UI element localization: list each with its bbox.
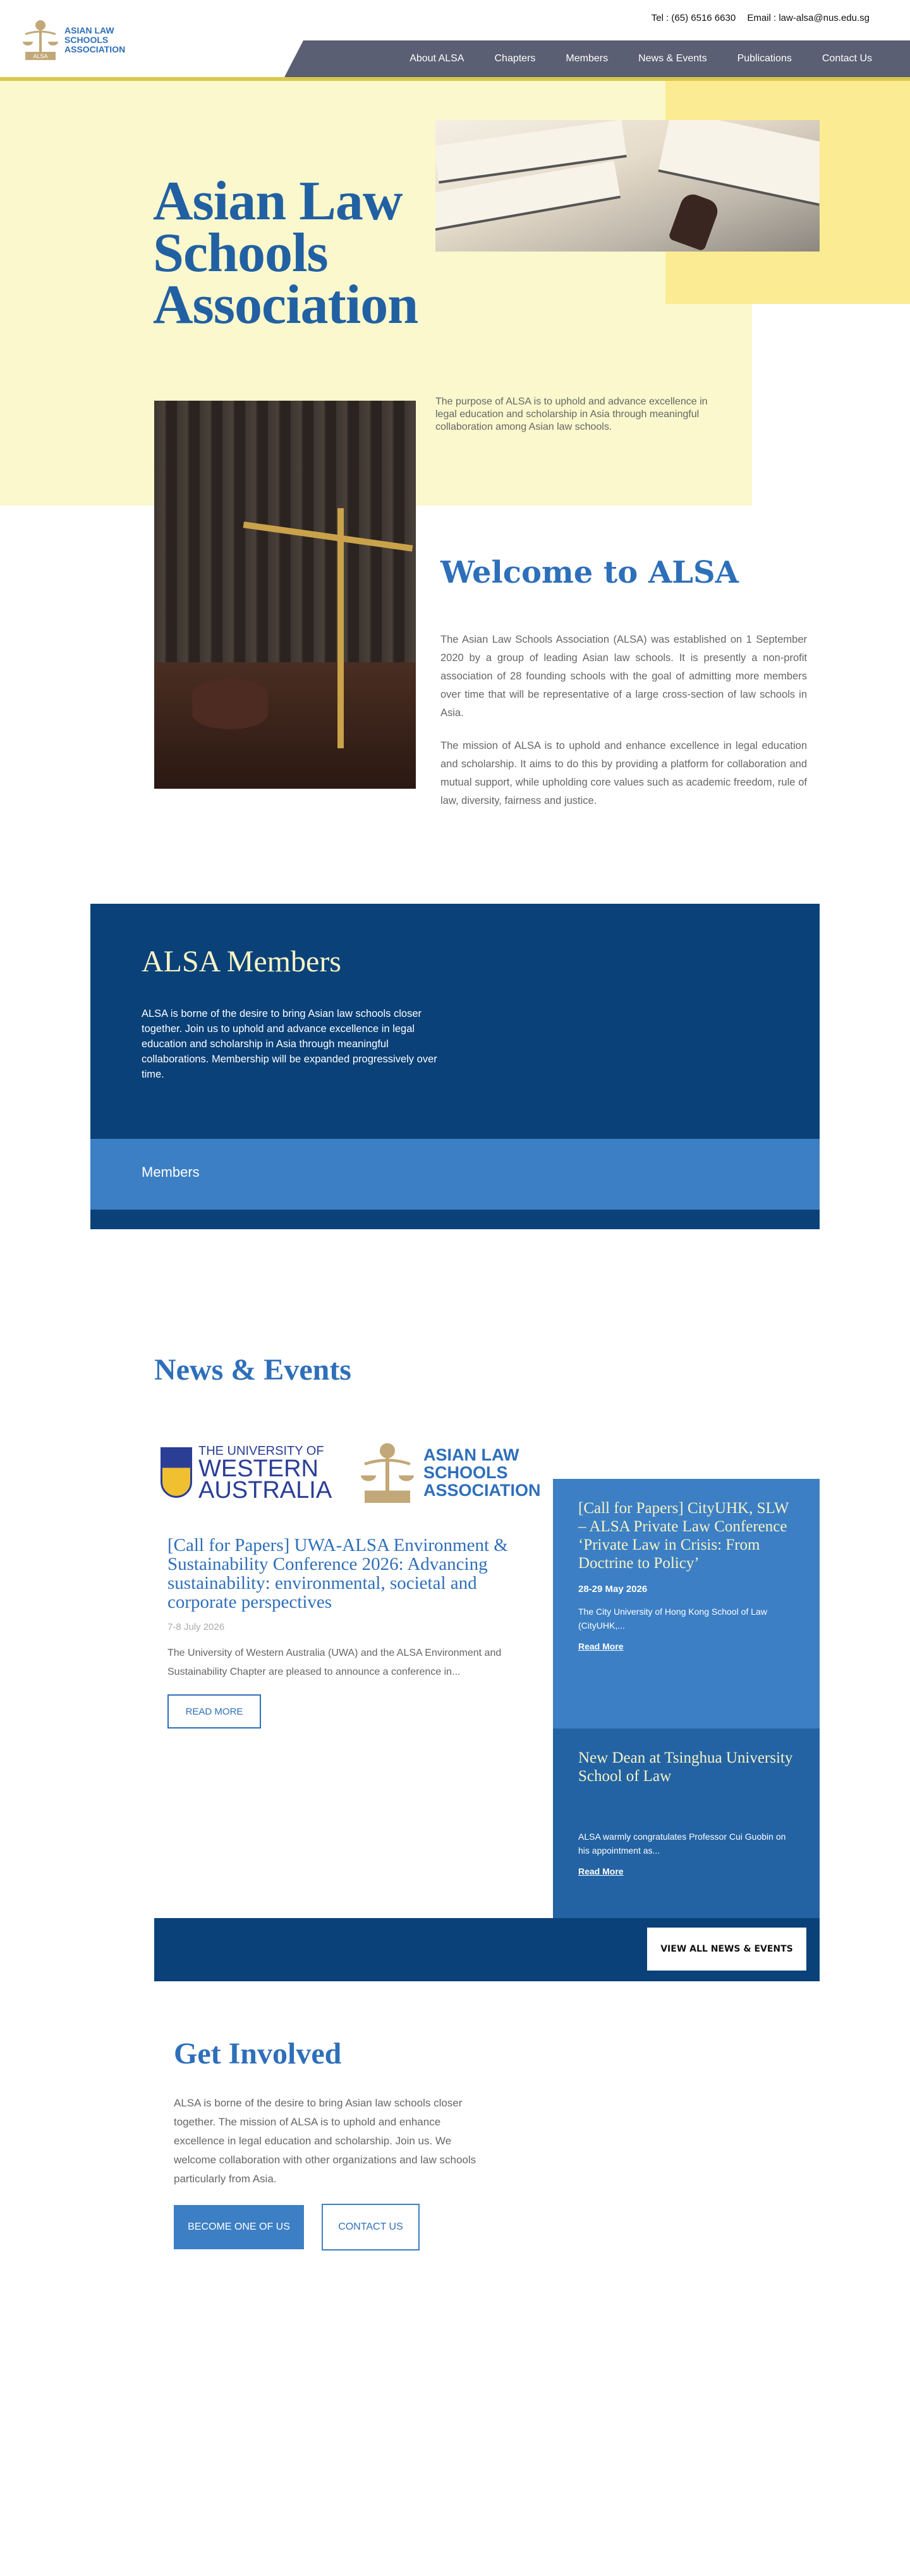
nav-chapters[interactable]: Chapters (494, 53, 536, 64)
email[interactable]: Email : law-alsa@nus.edu.sg (747, 13, 870, 23)
get-involved-heading: Get Involved (174, 2037, 342, 2070)
news-card-date: 28-29 May 2026 (578, 1584, 648, 1595)
news-card-excerpt: ALSA warmly congratulates Professor Cui Guobin on his appointment as... (578, 1832, 786, 1856)
site-logo[interactable] (21, 18, 148, 62)
members-heading: ALSA Members (142, 945, 341, 978)
about-text (440, 631, 807, 825)
news-card-title[interactable]: [Call for Papers] CityUHK, SLW – ALSA Private Law Conference ‘Private Law in Crisis: From Doctrine to Policy’ (578, 1500, 789, 1572)
uwa-logo: THE UNIVERSITY OF WESTERN AUSTRALIA (161, 1444, 332, 1501)
members-link-band[interactable] (90, 1139, 820, 1210)
featured-news-date: 7-8 July 2026 (167, 1622, 225, 1632)
news-heading: News & Events (154, 1353, 351, 1387)
about-paragraph: The Asian Law Schools Association (ALSA) was established on 1 September 2020 by a group of leading Asian law schools. It is presently a non-profit association of 28 founding schools with the goal of admitting more members over time that will be representative of a large cross-section of law schools in Asia. (440, 634, 807, 719)
members-section (90, 904, 820, 1229)
get-involved-text: ALSA is borne of the desire to bring Asian law schools closer together. The mission of ALSA is to uphold and enhance excellence in legal education and scholarship. Join us. We welcome collaboration with other organizations and law schools particularly from Asia. (174, 2097, 476, 2185)
become-member-button[interactable]: BECOME ONE OF US (174, 2205, 304, 2249)
members-text: ALSA is borne of the desire to bring Asian law schools closer together. Join us to uphold and advance excellence in legal education and scholarship in Asia through meaningful collaborations. Membership will be expanded progressively over time. (142, 1008, 437, 1080)
nav-about[interactable]: About ALSA (410, 53, 464, 64)
featured-news-excerpt: The University of Western Australia (UWA) and the ALSA Environment and Sustainability Chapter are pleased to announce a conference in... (167, 1648, 502, 1677)
contact-us-button[interactable]: CONTACT US (322, 2204, 420, 2251)
logo-text: ASIAN LAW SCHOOLS ASSOCIATION (64, 25, 126, 54)
news-card-title[interactable]: New Dean at Tsinghua University School of Law (578, 1749, 793, 1785)
welcome-heading: Welcome to ALSA (440, 555, 739, 590)
news-card (553, 1728, 820, 1918)
purpose-text: The purpose of ALSA is to uphold and advance excellence in legal education and scholarship in Asia through meaningful collaboration among Asian law schools. (435, 396, 708, 432)
view-all-news-button[interactable]: VIEW ALL NEWS & EVENTS (647, 1928, 806, 1971)
hero-title: Asian Law Schools Association (153, 171, 418, 336)
main-nav (410, 40, 872, 77)
alsa-logo-news: ASIAN LAW SCHOOLS ASSOCIATION (359, 1441, 541, 1504)
members-link[interactable]: Members (142, 1164, 200, 1180)
read-more-button[interactable]: READ MORE (167, 1694, 261, 1728)
news-card-read-more[interactable]: Read More (578, 1866, 624, 1876)
news-card-excerpt: The City University of Hong Kong School of Law (CityUHK,... (578, 1607, 767, 1631)
featured-news-title[interactable]: [Call for Papers] UWA-ALSA Environment & Sustainability Conference 2026: Advancing sustainability: environmental, societal and corporate perspectives (167, 1535, 508, 1612)
phone: Tel : (65) 6516 6630 (651, 13, 736, 23)
scales-logo-icon (21, 19, 59, 61)
featured-news (167, 1536, 540, 1728)
scales-logo-icon (359, 1441, 416, 1504)
news-card (553, 1479, 820, 1728)
contact-info (643, 13, 870, 23)
books-gavel-image (435, 120, 820, 252)
uwa-shield-icon (161, 1447, 192, 1498)
nav-news-events[interactable]: News & Events (638, 53, 707, 64)
scales-of-justice-image (154, 401, 416, 789)
get-involved-section (174, 2036, 502, 2251)
get-involved-buttons (174, 2204, 420, 2251)
nav-members[interactable]: Members (566, 53, 609, 64)
nav-publications[interactable]: Publications (737, 53, 792, 64)
nav-contact[interactable]: Contact Us (822, 53, 872, 64)
logo-badge: ALSA (33, 53, 48, 59)
mission-paragraph: The mission of ALSA is to uphold and enhance excellence in legal education and scholarship. It aims to do this by providing a platform for collaboration and mutual support, while upholding core values such as academic freedom, rule of law, diversity, fairness and justice. (440, 740, 807, 806)
news-card-read-more[interactable]: Read More (578, 1641, 624, 1651)
